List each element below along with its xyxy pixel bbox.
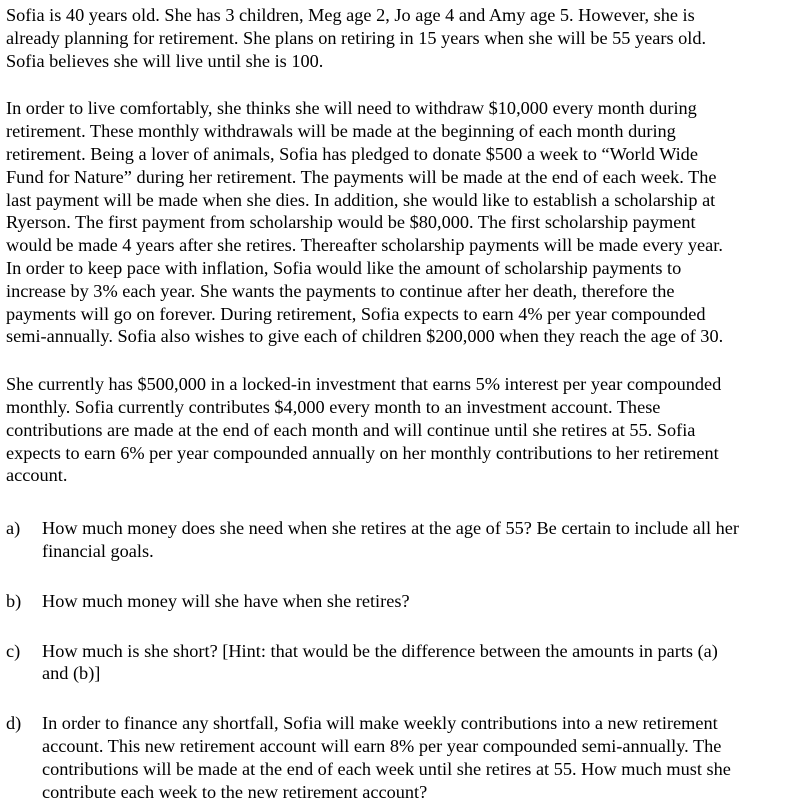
retirement-goals-paragraph xyxy=(6,97,807,348)
text-line: How much money will she have when she retires? xyxy=(42,590,410,611)
text-line: retirement. These monthly withdrawals will be made at the beginning of each month during xyxy=(6,121,676,142)
text-line: would be made 4 years after she retires. Thereafter scholarship payments will be made every year. xyxy=(6,235,723,256)
text-line: monthly. Sofia currently contributes $4,000 every month to an investment account. These xyxy=(6,396,661,417)
text-line: last payment will be made when she dies. In addition, she would like to establish a scholarship at xyxy=(6,189,716,210)
question-text xyxy=(42,712,807,803)
question-b xyxy=(6,590,807,613)
intro-paragraph xyxy=(6,4,807,72)
text-line: Sofia believes she will live until she is 100. xyxy=(6,50,324,71)
text-line: contribute each week to the new retirement account? xyxy=(42,781,428,802)
text-line: How much is she short? [Hint: that would be the difference between the amounts in parts (a) xyxy=(42,640,718,661)
text-line: increase by 3% each year. She wants the payments to continue after her death, therefore the xyxy=(6,280,675,301)
question-text xyxy=(42,590,807,613)
question-a xyxy=(6,517,807,563)
text-line: Fund for Nature” during her retirement. The payments will be made at the end of each week. The xyxy=(6,166,717,187)
question-text xyxy=(42,640,807,686)
current-savings-paragraph xyxy=(6,373,807,487)
question-label: a) xyxy=(6,518,21,539)
question-label: d) xyxy=(6,713,22,734)
text-line: payments will go on forever. During retirement, Sofia expects to earn 4% per year compounded xyxy=(6,303,706,324)
text-line: financial goals. xyxy=(42,540,154,561)
question-label: b) xyxy=(6,590,22,611)
question-c xyxy=(6,640,807,686)
text-line: contributions are made at the end of each month and will continue until she retires at 55. Sofia xyxy=(6,419,696,440)
text-line: contributions will be made at the end of each week until she retires at 55. How much must she xyxy=(42,758,731,779)
text-line: Sofia is 40 years old. She has 3 children, Meg age 2, Jo age 4 and Amy age 5. However, she is xyxy=(6,5,695,25)
question-text xyxy=(42,517,807,563)
text-line: already planning for retirement. She plans on retiring in 15 years when she will be 55 years old. xyxy=(6,27,707,48)
text-line: expects to earn 6% per year compounded annually on her monthly contributions to her retirement xyxy=(6,442,719,463)
text-line: She currently has $500,000 in a locked-in investment that earns 5% interest per year compounded xyxy=(6,374,722,395)
text-line: In order to live comfortably, she thinks she will need to withdraw $10,000 every month during xyxy=(6,98,697,119)
text-line: and (b)] xyxy=(42,663,101,684)
question-label: c) xyxy=(6,640,21,661)
text-line: semi-annually. Sofia also wishes to give each of children $200,000 when they reach the age of 30. xyxy=(6,326,724,347)
text-line: In order to finance any shortfall, Sofia will make weekly contributions into a new retirement xyxy=(42,713,718,734)
text-line: account. This new retirement account will earn 8% per year compounded semi-annually. The xyxy=(42,735,722,756)
text-line: account. xyxy=(6,465,68,486)
question-d xyxy=(6,712,807,803)
text-line: In order to keep pace with inflation, Sofia would like the amount of scholarship payments to xyxy=(6,257,682,278)
text-line: Ryerson. The first payment from scholarship would be $80,000. The first scholarship payment xyxy=(6,212,696,233)
text-line: retirement. Being a lover of animals, Sofia has pledged to donate $500 a week to “World Wide xyxy=(6,143,698,164)
text-line: How much money does she need when she retires at the age of 55? Be certain to include all her xyxy=(42,518,739,539)
